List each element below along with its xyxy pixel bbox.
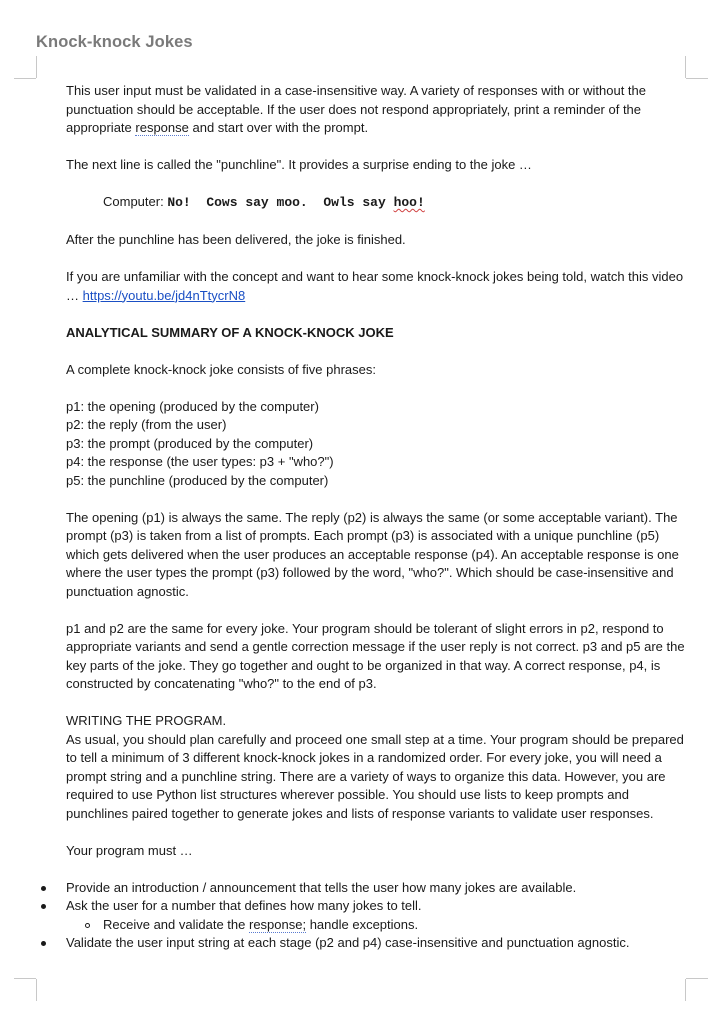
phrase-item: p1: the opening (produced by the computer) bbox=[66, 398, 319, 414]
requirement-text: Ask the user for a number that defines how many jokes to tell. bbox=[66, 898, 422, 913]
document-body bbox=[66, 82, 686, 953]
crop-mark-bottom-left-v bbox=[36, 979, 37, 1001]
video-link[interactable]: https://youtu.be/jd4nTtycrN8 bbox=[82, 287, 246, 303]
requirement-text: Validate the user input string at each stage (p2 and p4) case-insensitive and punctuation agnostic. bbox=[66, 935, 630, 950]
phrase-item: p5: the punchline (produced by the computer) bbox=[66, 472, 329, 488]
paragraph-tolerance: p1 and p2 are the same for every joke. Your program should be tolerant of slight errors in p2, respond to appropriate variants and send a gentle correction message if the user reply is not correct. p3 and p5 are the key parts of the joke. They go together and ought to be organized in that way. A correct response, p4, is constructed by concatenating "who?" to the end of p3. bbox=[66, 620, 685, 691]
heading-writing-program: WRITING THE PROGRAM. bbox=[66, 713, 227, 728]
paragraph-video-text: If you are unfamiliar with the concept and want to hear some knock-knock jokes being told, watch this video … bbox=[66, 269, 684, 303]
punchline-example bbox=[66, 193, 686, 213]
subitem-text-end: handle exceptions. bbox=[306, 916, 419, 932]
paragraph-opening: The opening (p1) is always the same. The reply (p2) is always the same (or some acceptable variant). The prompt (p3) is taken from a list of prompts. Each prompt (p3) is associated with a unique punchline (p5) which gets delivered when the user produces an acceptable response (p4). An acceptable response is one where the user types the prompt (p3) followed by the word, "who?". Which should be case-insensitive and punctuation agnostic. bbox=[66, 509, 679, 599]
punchline-code-last: hoo! bbox=[393, 195, 425, 210]
phrase-list bbox=[66, 398, 686, 491]
subitem-response-word: response; bbox=[248, 916, 307, 932]
subitem-text: Receive and validate the bbox=[103, 916, 249, 932]
crop-mark-bottom-left-h bbox=[14, 978, 36, 979]
bullet-icon bbox=[41, 941, 46, 946]
crop-mark-top-left-v bbox=[36, 56, 37, 78]
requirement-item bbox=[66, 897, 686, 916]
response-word: response bbox=[135, 120, 189, 135]
paragraph-punchline: The next line is called the "punchline". It provides a surprise ending to the joke … bbox=[66, 157, 532, 172]
crop-mark-bottom-right-v bbox=[685, 979, 686, 1001]
punchline-code: No! Cows say moo. Owls say bbox=[167, 195, 394, 210]
phrase-item: p2: the reply (from the user) bbox=[66, 417, 227, 432]
paragraph-plan: As usual, you should plan carefully and proceed one small step at a time. Your program should be prepared to tell a minimum of 3 different knock-knock jokes in a randomized order. For every joke, you will need a prompt string and a punchline string. There are a variety of ways to organize this data. However, you are required to use Python list structures wherever possible. You should use lists to keep prompts and punchlines paired together to generate jokes and lists of response variants to validate user responses. bbox=[66, 731, 684, 821]
requirement-text: Provide an introduction / announcement that tells the user how many jokes are available. bbox=[66, 879, 577, 895]
paragraph-validation bbox=[66, 82, 686, 138]
paragraph-validation-text: This user input must be validated in a case-insensitive way. A variety of responses with or without the punctuation should be acceptable. If the user does not respond appropriately, print a reminder of the appropriate bbox=[66, 83, 646, 135]
paragraph-validation-end: and start over with the prompt. bbox=[188, 120, 369, 135]
crop-mark-bottom-right-h bbox=[686, 978, 708, 979]
crop-mark-top-right-h bbox=[686, 78, 708, 79]
bullet-icon bbox=[41, 886, 46, 891]
requirement-item bbox=[66, 879, 686, 898]
requirement-subitem bbox=[66, 916, 686, 935]
document-title: Knock-knock Jokes bbox=[36, 33, 193, 51]
paragraph-finished: After the punchline has been delivered, the joke is finished. bbox=[66, 232, 406, 247]
paragraph-video bbox=[66, 268, 686, 305]
paragraph-five-phrases: A complete knock-knock joke consists of five phrases: bbox=[66, 361, 376, 377]
crop-mark-top-right-v bbox=[685, 56, 686, 78]
phrase-item: p3: the prompt (produced by the computer) bbox=[66, 435, 314, 451]
bullet-icon bbox=[41, 904, 46, 909]
circle-bullet-icon bbox=[85, 923, 90, 928]
phrase-item: p4: the response (the user types: p3 + "who?") bbox=[66, 454, 334, 469]
heading-analytical-summary: ANALYTICAL SUMMARY OF A KNOCK-KNOCK JOKE bbox=[66, 324, 394, 340]
requirement-item bbox=[66, 934, 686, 953]
crop-mark-top-left-h bbox=[14, 78, 36, 79]
requirements-list bbox=[66, 879, 686, 953]
paragraph-must: Your program must … bbox=[66, 842, 193, 858]
punchline-label: Computer: bbox=[103, 194, 168, 209]
